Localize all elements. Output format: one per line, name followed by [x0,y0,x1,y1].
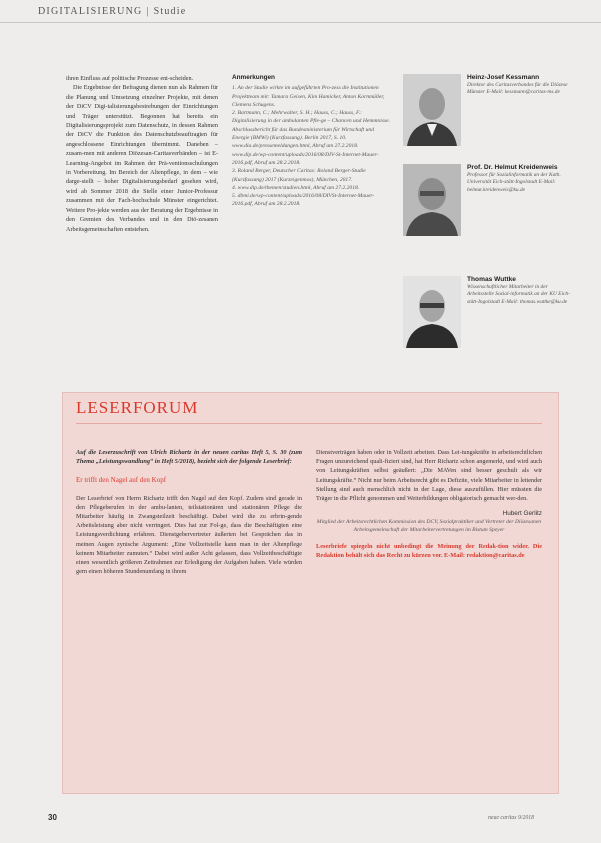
magazine-issue: neue caritas 9/2018 [488,815,535,821]
portrait-icon [403,74,461,146]
footnote-item: www.dip.de/wp-content/uploads/2016/08/DIV-St-Internet-Mauer-2016.pdf, Abruf am 28.2.2018. [232,151,379,166]
footnotes-heading: Anmerkungen [232,74,275,81]
forum-subhead: Er trifft den Nagel auf den Kopf [76,476,167,485]
portrait-icon [403,276,461,348]
footnote-item: 2. Bartmann, C.; Mehrwalter, S. H.; Hauss, C.; Hauss, F.: Digitalisierung in der ambulanten Pfle-ge – Chancen und Hemmnisse. Abschlussbericht für das Bundesministerium für Wirtschaft und Energie (BMWi) (Kurzfassung). Berlin 2017, S. 10. www.dia.de/pressemeldungen.html, Abruf am 27.2.2018. [232,110,391,150]
author-description: Professor für Sozialinformatik an der Kath. Universität Eich-stätt-Ingolstadt E-Mail: helmut.kreidenweis@ku.de [467,172,561,193]
header-separator: | [146,6,150,17]
author-block [403,74,573,154]
author-description: Wissenschaftlicher Mitarbeiter in der Arbeitsstelle Sozial-informatik an der KU Eich-stätt-Ingolstadt E-Mail: thomas.wuttke@ku.de [467,284,570,305]
author-photo [403,164,461,236]
leserforum-rule [76,423,542,424]
section-label: DIGITALISIERUNG [38,6,143,17]
footnotes [232,74,390,209]
forum-intro: Auf die Leserzuschrift von Ulrich Richartz in der neuen caritas Heft 5, S. 30 (zum Thema „Leistungswandlung“ in Heft 5/2018), bezieht sich der folgende Leserbrief: [76,449,302,466]
editorial-disclaimer: Leserbriefe spiegeln nicht unbedingt die Meinung der Redak-tion wider. Die Redaktion behält sich das Recht zu kürzen vor. E-Mail: redaktion@caritas.de [316,543,542,560]
forum-letter-body: Dienstverträgen haben oder in Vollzeit arbeiten. Dass Lei-tungskräfte in arbeitsrechtlichen Fragen unzureichend quali-fiziert sind, hat Herr Richartz schon angemerkt, und wird auch von Leitungskräften selbst geäußert: „Die MAVen sind besser geschult als wir Leitungskräfte.“ Nicht nur beim Arbeitsrecht gibt es Defizite, viele Mitarbeiter in leitender Stellung sind auch menschlich nicht in der Lage, diese auszufüllen. Hier müssten die Träger in die Pflicht genommen und Weiterbildungen obligatorisch gemacht wer-den. [316,449,542,503]
page-number: 30 [48,813,57,822]
page-header [38,6,186,17]
subsection-label: Studie [153,6,187,17]
portrait-icon [403,164,461,236]
author-name: Prof. Dr. Helmut Kreidenweis [467,164,558,171]
letter-signature: Hubert Gerlitz [502,510,542,518]
footnote-item: 3. Roland Berger, Deutscher Caritas: Roland Berger-Studie (Kurzfassung) 2017 (Kurzeigenmos), München, 2017. [232,168,366,183]
footnote-item: 5. dbmi.de/wp-content/uploads/2016/08/DIVSt-Internet-Mauer-2016.pdf, Abruf am 28.2.2018. [232,193,375,208]
author-name: Heinz-Josef Kessmann [467,74,540,81]
author-block [403,276,573,356]
forum-left-column [76,448,302,576]
author-photo [403,74,461,146]
author-description: Direktor des Caritasverbandes für die Diözese Münster E-Mail: kessmann@caritas-ms.de [467,82,568,96]
author-name: Thomas Wuttke [467,276,516,283]
leserforum-title: LESERFORUM [76,398,199,417]
footnote-item: 4. www.dip.de/themen/studien.html, Abruf am 27.2.2018. [232,184,360,191]
footnote-item: 1. An der Studie wirkte im aufgeführten Pro-zess die Institutionen Projektteam mit: Tamara Geisen, Kim Hamicker, Anton Kornmüller, Clemens Schugens. [232,85,385,108]
forum-letter-body: Der Leserbrief von Herrn Richartz trifft den Nagel auf den Kopf. Zudem sind gerade in den Pflegeberufen in der ambu-lanten, teilstationären und stationären Pflege die Mitarbeiter häufig in Zwangsteilzeit beschäftigt. Dabei wird die zu erbrin-gende Arbeitsleistung aber nicht verringert. Dies hat zur Fol-ge, dass die Beschäftigten eine Leistungsverdichtung erfahren. Dienstgebervertreter äußerten bei Gesprächen das in meinen Augen zynische Argument: „Eine Vollzeitstelle kann man in der Altenpflege keinem Mitarbeiter zumuten.“ Dabei wird außer Acht gelassen, dass Vollzeitbeschäftigte einen wesentlich größeren Zeitrahmen zur Erledigung der Aufgaben haben. Viele würden gern einen höheren Stundenumfang in ihrem [76,494,302,576]
author-photo [403,276,461,348]
article-paragraph: ihren Einfluss auf politische Prozesse ent-scheiden. [66,75,194,82]
signature-description: Mitglied der Arbeitsrechtlichen Kommission des DCV, Sozialpraktiker und Vertreter der Diözesanen Arbeitsgemeinschaft der Mitarbeitervertretungen im Bistum Speyer [316,519,542,534]
header-rule [0,22,601,23]
forum-right-column [316,448,542,560]
article-paragraph: Die Ergebnisse der Befragung dienen nun als Rahmen für die Planung und Umsetzung einzelner Projekte, mit denen der DiCV Digi-talisierungsbestrebungen der Einrichtungen und Träger unterstützt. Begonnen hat bereits ein Digitalisierungsprojekt zum Datenschutz, in dessen Rahmen der DiCV die Funktion des Datenschutzbeauftragten für angeschlossene Einrichtungen übernimmt. Daneben – zusam-men mit anderen Diözesan-Caritasverbänden – ist E-Learning-Angebot im Rahmen der Prä-ventionsschulungen in Vorbereitung. Im Bereich der Altenpflege, in dem – wie darge-stellt – hoher Digitalisierungsbedarf gesehen wird, wird ab Sommer 2018 die Stelle einer Junior-Professur zusammen mit der Fach-hochschule Münster eingerichtet. Weitere Pro-jekte werden aus der Beratung der Ergebnisse in den Gremien des Verbandes und in den Diö-zesanen Arbeitsgemeinschaften entstehen. [66,84,218,233]
author-block [403,164,573,244]
article-column [66,74,218,234]
